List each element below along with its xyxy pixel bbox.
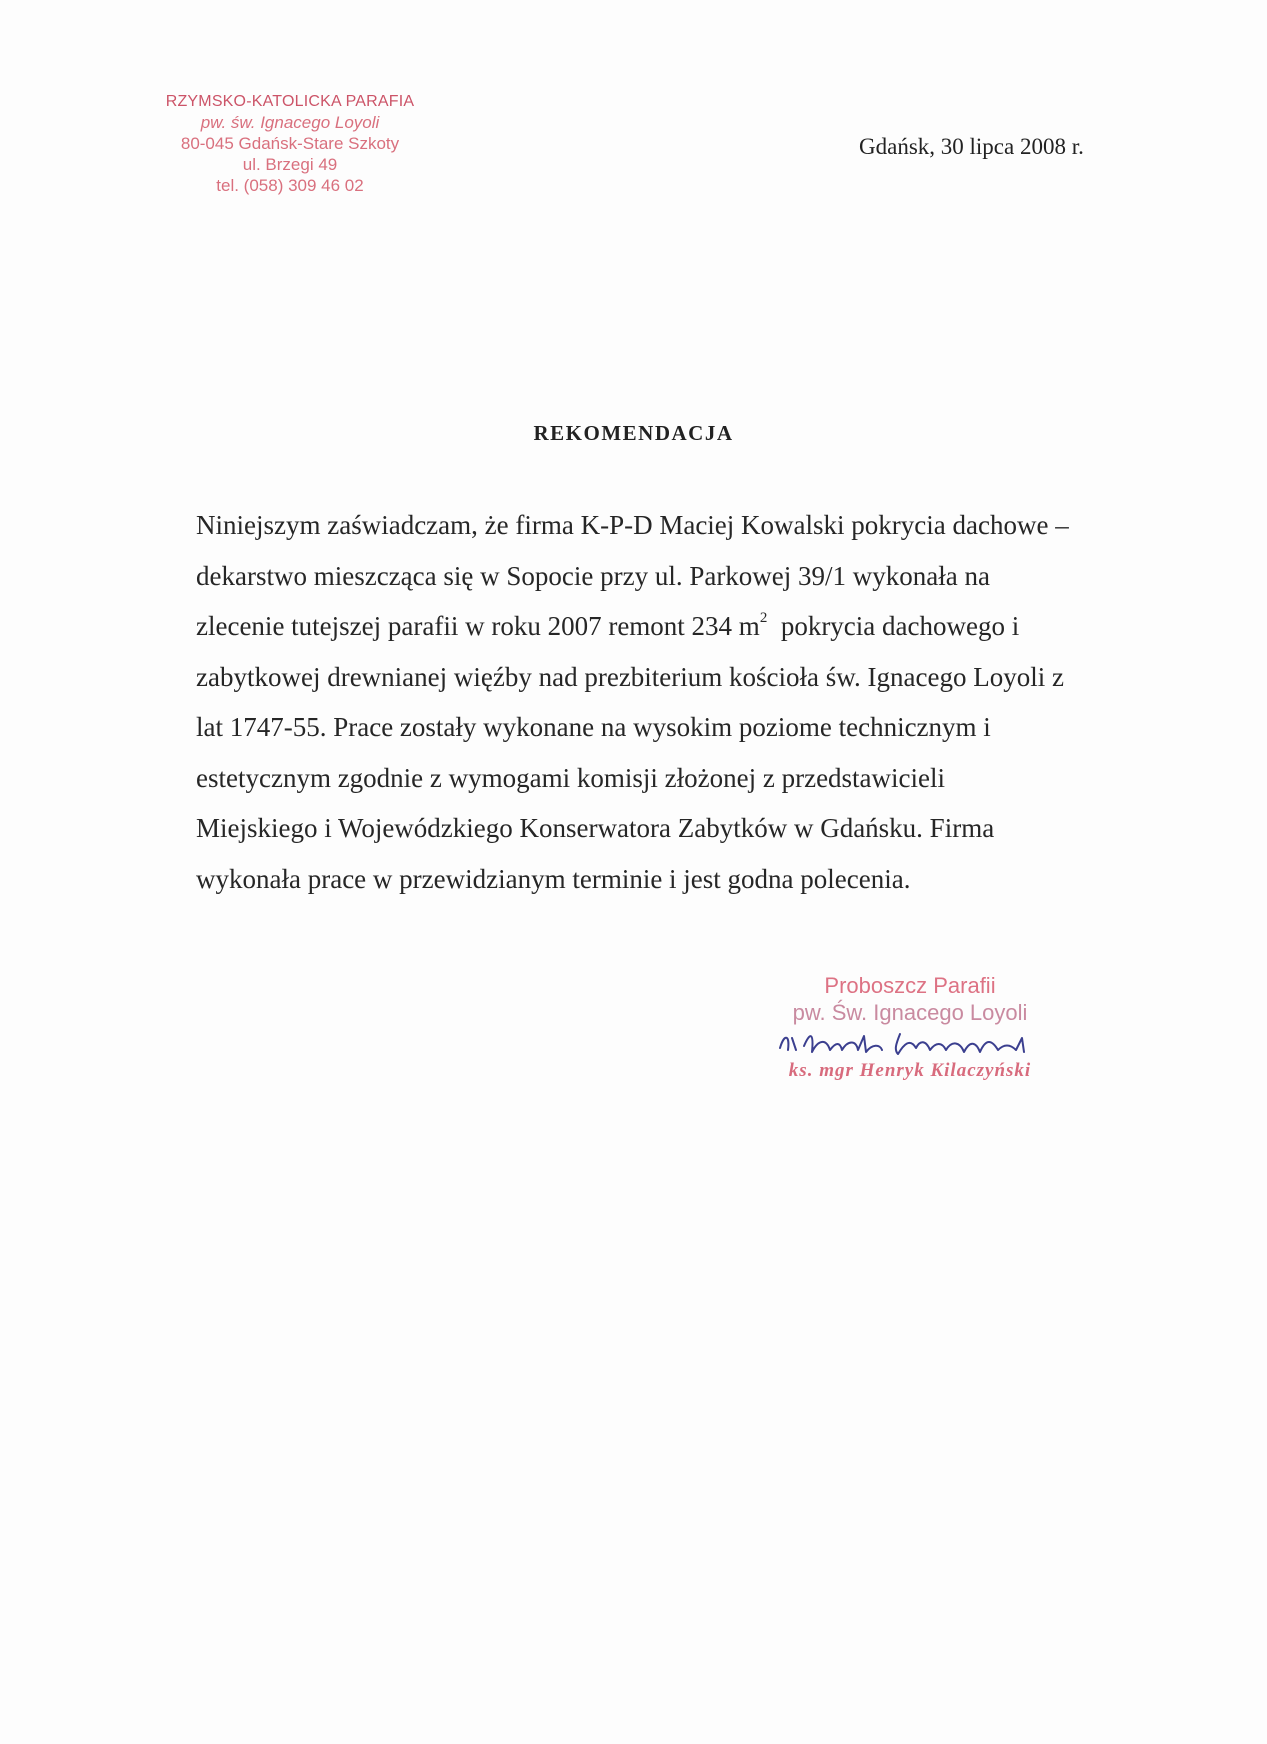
body-text: pokrycia dachowego i [780, 611, 1020, 641]
signature-parish: pw. Św. Ignacego Loyoli [792, 1000, 1028, 1025]
signature-name: ks. mgr Henryk Kilaczyński [788, 1060, 1032, 1081]
superscript: 2 [759, 610, 768, 626]
stamp-street: ul. Brzegi 49 [242, 155, 338, 174]
parish-stamp [140, 92, 440, 196]
body-line: zabytkowej drewnianej więźby nad prezbiterium kościoła św. Ignacego Loyoli z [196, 661, 1064, 692]
body-line: wykonała prace w przewidzianym terminie i jest godna polecenia. [196, 863, 911, 894]
document-title: REKOMENDACJA [533, 421, 734, 445]
stamp-patron: pw. św. Ignacego Loyoli [200, 113, 380, 132]
stamp-parish-name: RZYMSKO-KATOLICKA PARAFIA [165, 93, 415, 110]
letter-date: Gdańsk, 30 lipca 2008 r. [859, 134, 1084, 159]
body-line: dekarstwo mieszcząca się w Sopocie przy ul. Parkowej 39/1 wykonała na [196, 560, 990, 591]
stamp-postal-address: 80-045 Gdańsk-Stare Szkoty [180, 134, 400, 153]
handwritten-signature [770, 1026, 1050, 1060]
stamp-phone: tel. (058) 309 46 02 [216, 176, 364, 195]
signature-role: Proboszcz Parafii [824, 973, 996, 998]
body-text: zlecenie tutejszej parafii w roku 2007 remont 234 m [196, 611, 760, 641]
body-line: lat 1747-55. Prace zostały wykonane na wysokim poziome technicznym i [196, 712, 991, 742]
body-line: Niniejszym zaświadczam, że firma K-P-D Maciej Kowalski pokrycia dachowe – [196, 510, 1069, 540]
body-line: Miejskiego i Wojewódzkiego Konserwatora Zabytków w Gdańsku. Firma [196, 813, 995, 843]
letter-body [196, 500, 1156, 904]
body-line: estetycznym zgodnie z wymogami komisji złożonej z przedstawicieli [196, 762, 946, 793]
body-line [196, 601, 1156, 652]
signature-stamp [760, 972, 1060, 1082]
